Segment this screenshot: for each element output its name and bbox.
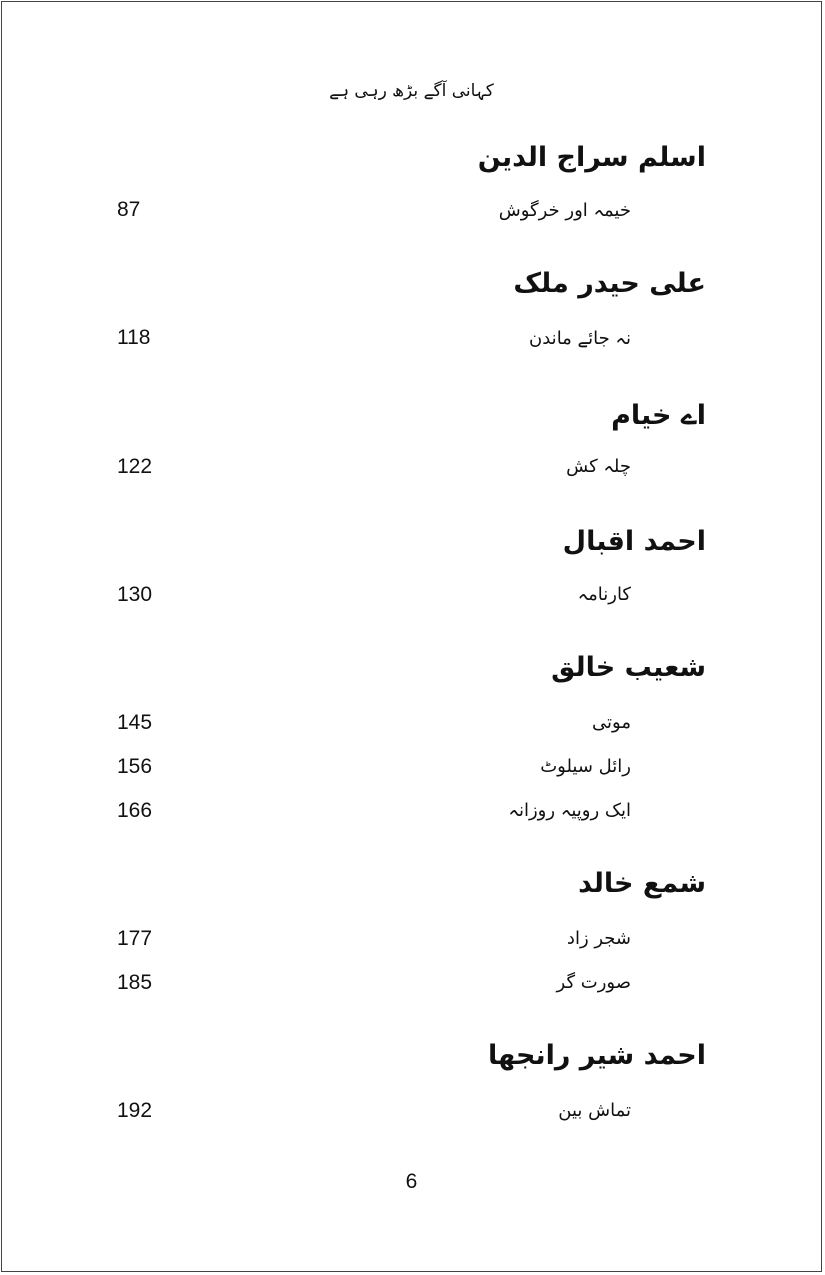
page-number: 166 bbox=[117, 799, 153, 822]
author-heading: احمد اقبال bbox=[562, 526, 706, 557]
author-heading: شمع خالد bbox=[578, 868, 706, 899]
story-title: شجر زاد bbox=[566, 928, 631, 949]
page-number: 122 bbox=[117, 455, 153, 478]
story-title: نہ جائے ماندن bbox=[529, 328, 631, 349]
story-title: چلہ کش bbox=[566, 456, 631, 477]
page-number: 118 bbox=[117, 326, 151, 349]
page-number: 185 bbox=[117, 971, 153, 994]
story-title: تماش بین bbox=[558, 1100, 631, 1121]
author-heading: شعیب خالق bbox=[551, 652, 706, 683]
author-heading: اسلم سراج الدین bbox=[477, 142, 706, 173]
page-number: 130 bbox=[117, 583, 153, 606]
running-header: کہانی آگے بڑھ رہی ہے bbox=[329, 81, 494, 101]
folio-page-number: 6 bbox=[405, 1170, 418, 1193]
story-title: رائل سیلوٹ bbox=[540, 756, 631, 777]
story-title: موتی bbox=[592, 712, 631, 733]
page-number: 177 bbox=[117, 927, 153, 950]
book-page bbox=[1, 1, 822, 1272]
page-number: 145 bbox=[117, 711, 153, 734]
page-number: 192 bbox=[117, 1099, 153, 1122]
page-number: 156 bbox=[117, 755, 153, 778]
author-heading: احمد شیر رانجھا bbox=[488, 1040, 706, 1071]
story-title: صورت گر bbox=[556, 972, 631, 993]
page-number: 87 bbox=[117, 198, 141, 221]
author-heading: علی حیدر ملک bbox=[513, 268, 706, 299]
story-title: کارنامہ bbox=[577, 584, 631, 605]
author-heading: اے خیام bbox=[611, 400, 706, 431]
story-title: ایک روپیہ روزانہ bbox=[508, 800, 631, 821]
story-title: خیمہ اور خرگوش bbox=[498, 200, 631, 221]
